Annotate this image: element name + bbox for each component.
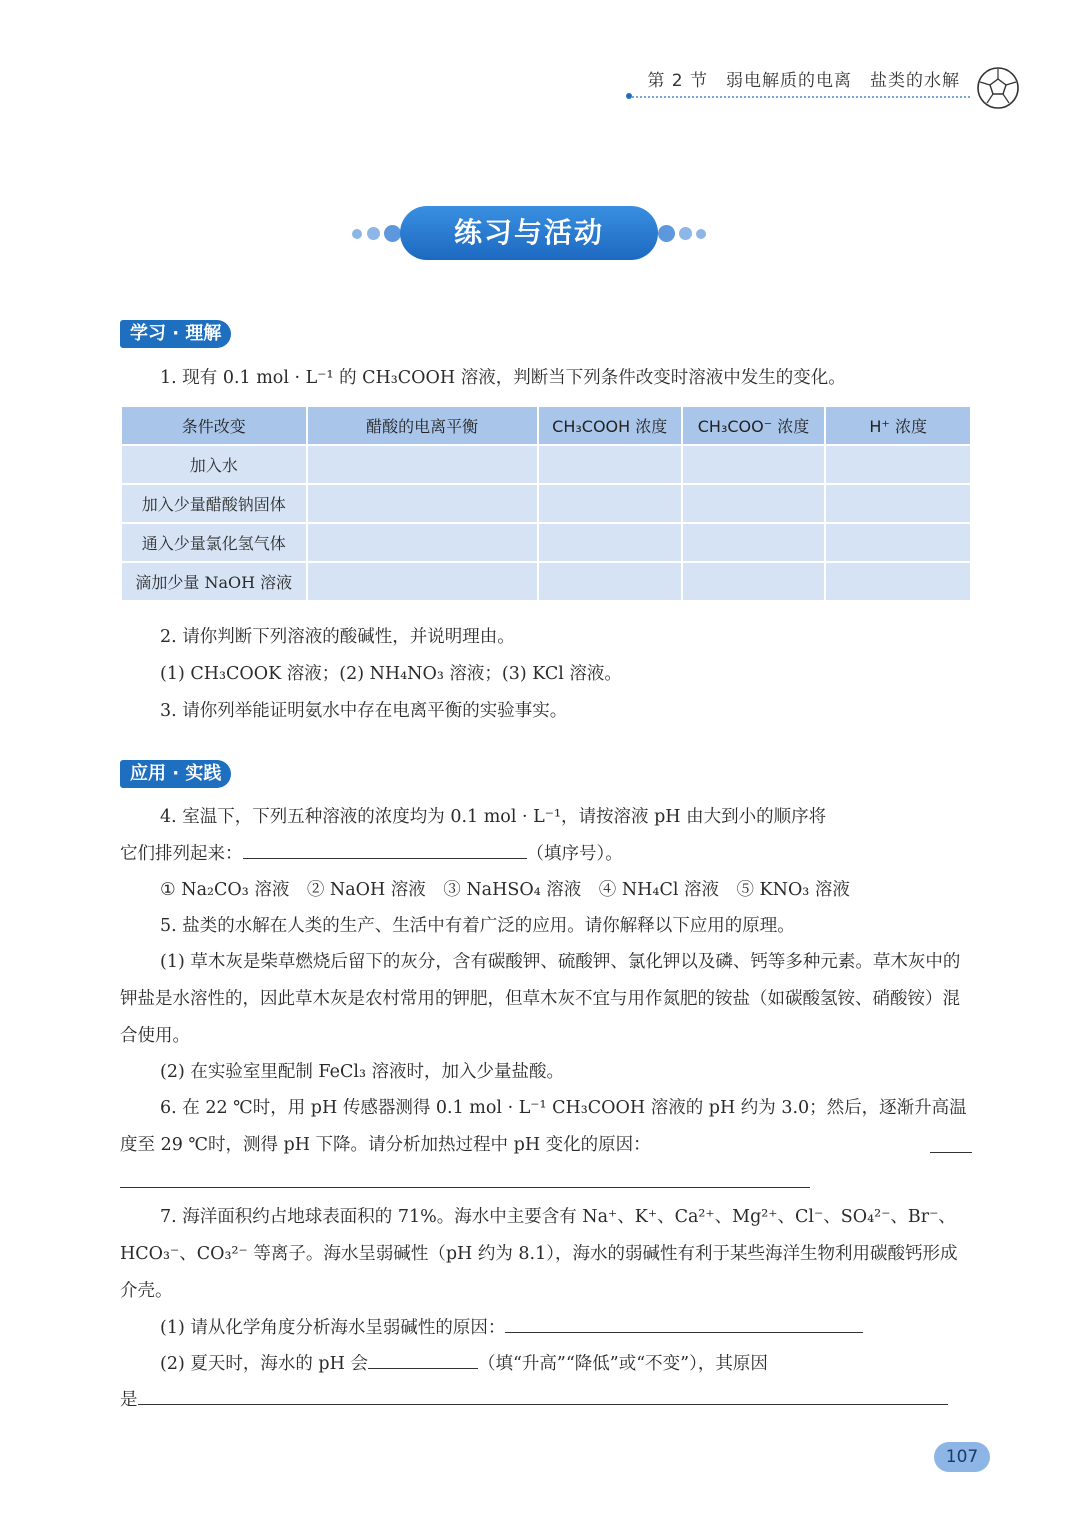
question-7-part2-row [120, 1346, 972, 1383]
table-row-label: 通入少量氯化氢气体 [121, 523, 307, 562]
banner-dot [352, 229, 362, 239]
question-4-items: ① Na₂CO₃ 溶液 ② NaOH 溶液 ③ NaHSO₄ 溶液 ④ NH₄Cl 溶液 ⑤ KNO₃ 溶液 [160, 880, 850, 900]
banner-title: 练习与活动 [400, 206, 658, 260]
answer-blank[interactable] [505, 1310, 863, 1333]
header-divider [628, 96, 970, 98]
section-banner [0, 206, 1080, 262]
question-7-part1: (1) 请从化学角度分析海水呈弱碱性的原因： [160, 1318, 506, 1338]
section-tag-apply: 应用 · 实践 [120, 760, 231, 788]
chapter-header: 第 2 节 弱电解质的电离 盐类的水解 [647, 71, 960, 91]
banner-dot [679, 227, 692, 240]
answer-blank[interactable] [368, 1346, 478, 1369]
table-header-cell: CH₃COOH 浓度 [538, 406, 682, 445]
soccer-ball-icon [976, 66, 1020, 110]
question-5-part2: (2) 在实验室里配制 FeCl₃ 溶液时，加入少量盐酸。 [160, 1062, 565, 1082]
question-1: 1. 现有 0.1 mol · L⁻¹ 的 CH₃COOH 溶液，判断当下列条件改变时溶液中发生的变化。 [160, 368, 846, 388]
question-4-line2 [120, 836, 972, 873]
question-3: 3. 请你列举能证明氨水中存在电离平衡的实验事实。 [160, 701, 568, 721]
question-2-items: (1) CH₃COOK 溶液；(2) NH₄NO₃ 溶液；(3) KCl 溶液。 [160, 664, 622, 684]
answer-line[interactable] [120, 1187, 810, 1188]
table-header-cell: 条件改变 [121, 406, 307, 445]
table-header-cell: CH₃COO⁻ 浓度 [682, 406, 826, 445]
question-4-hint: （填序号）。 [526, 844, 623, 864]
table-header-cell: H⁺ 浓度 [825, 406, 971, 445]
header-dot [626, 93, 632, 99]
question-7-part1-row [120, 1310, 972, 1347]
table-row [121, 445, 971, 484]
table-header-cell: 醋酸的电离平衡 [307, 406, 538, 445]
question-7: 7. 海洋面积约占地球表面积的 71%。海水中主要含有 Na⁺、K⁺、Ca²⁺、Mg²⁺、Cl⁻、SO₄²⁻、Br⁻、HCO₃⁻、CO₃²⁻ 等离子。海水呈弱碱性（pH 约为 8.1），海水的弱碱性有利于某些海洋生物利用碳酸钙形成介壳。 [120, 1207, 958, 1301]
question-4: 4. 室温下，下列五种溶液的浓度均为 0.1 mol · L⁻¹，请按溶液 pH 由大到小的顺序将 [160, 807, 827, 827]
banner-dot [658, 225, 675, 242]
table-header-row [121, 406, 971, 445]
answer-blank[interactable] [138, 1382, 948, 1405]
table-row [121, 523, 971, 562]
question-7-part2-hint: （填“升高”“降低”或“不变”），其原因 [477, 1354, 768, 1374]
question-6: 6. 在 22 ℃时，用 pH 传感器测得 0.1 mol · L⁻¹ CH₃COOH 溶液的 pH 约为 3.0；然后，逐渐升高温度至 29 ℃时，测得 pH 下降。请分析加热过程中 pH 变化的原因： [120, 1098, 967, 1155]
banner-dot [696, 229, 706, 239]
question-7-part2: (2) 夏天时，海水的 pH 会 [160, 1354, 368, 1374]
banner-dot [367, 227, 380, 240]
table-row-label: 加入水 [121, 445, 307, 484]
section-tag-study: 学习 · 理解 [120, 320, 231, 348]
question-5-part1: (1) 草木灰是柴草燃烧后留下的灰分，含有碳酸钾、硫酸钾、氯化钾以及磷、钙等多种元素。草木灰中的钾盐是水溶性的，因此草木灰是农村常用的钾肥，但草木灰不宜与用作氮肥的铵盐（如碳酸氢铵、硝酸铵）混合使用。 [120, 952, 961, 1046]
table-row-label: 加入少量醋酸钠固体 [121, 484, 307, 523]
answer-blank[interactable] [243, 836, 527, 859]
question-7-part2-tail: 是 [120, 1390, 138, 1410]
q1-table [120, 405, 972, 602]
banner-dot [384, 225, 401, 242]
question-4-prompt: 它们排列起来： [120, 844, 243, 864]
table-row [121, 484, 971, 523]
question-7-part2-line2 [120, 1382, 972, 1419]
question-5: 5. 盐类的水解在人类的生产、生活中有着广泛的应用。请你解释以下应用的原理。 [160, 916, 795, 936]
page-number: 107 [934, 1442, 990, 1472]
table-row-label: 滴加少量 NaOH 溶液 [121, 562, 307, 601]
question-2: 2. 请你判断下列溶液的酸碱性，并说明理由。 [160, 627, 515, 647]
answer-blank[interactable] [930, 1130, 972, 1153]
table-row [121, 562, 971, 601]
